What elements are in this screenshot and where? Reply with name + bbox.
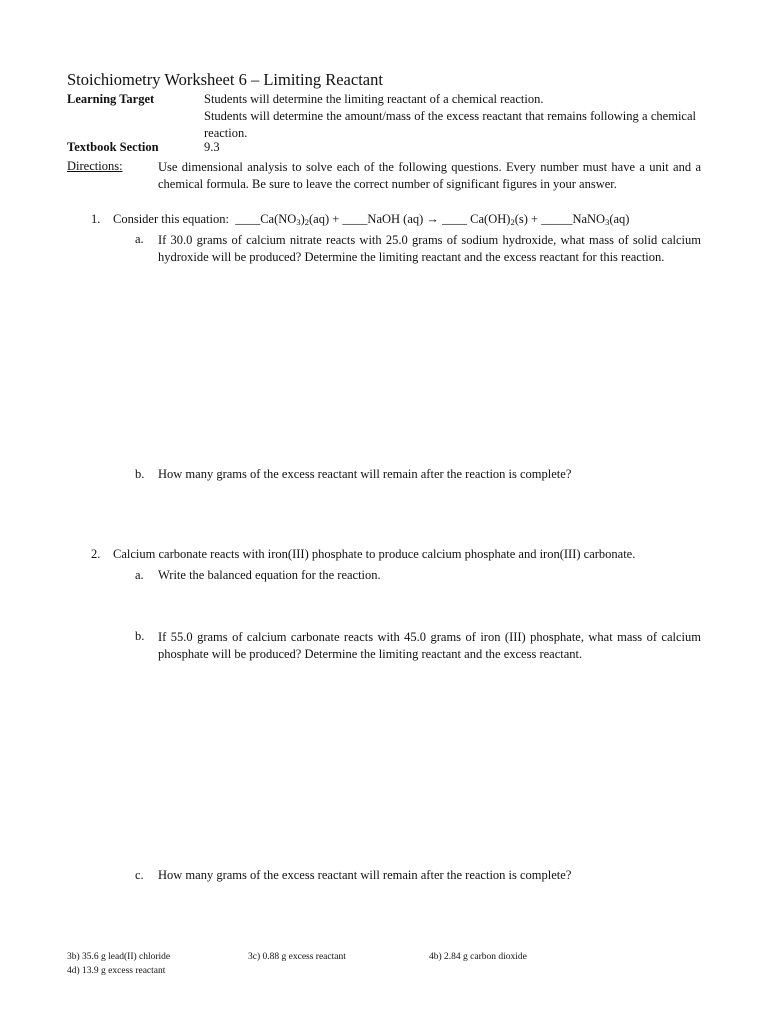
question-1-equation-line <box>113 212 629 227</box>
subscript: 2 <box>304 217 309 227</box>
equation-part: (s) + _____NaNO <box>514 212 606 226</box>
page-title: Stoichiometry Worksheet 6 – Limiting Reactant <box>67 70 383 89</box>
equation-part: ) <box>300 212 305 226</box>
question-1-number: 1. <box>91 212 101 226</box>
question-2c-letter: c. <box>135 868 144 882</box>
textbook-section-label: Textbook Section <box>67 140 159 154</box>
question-1a-text: If 30.0 grams of calcium nitrate reacts with 25.0 grams of sodium hydroxide, what mass of solid calcium hydroxide will be produced? Determine the limiting reactant and the excess reactant for this reaction. <box>158 233 701 264</box>
equation-part: (aq) + ____NaOH (aq) → ____ Ca(OH) <box>309 212 511 226</box>
question-1a-letter: a. <box>135 232 144 246</box>
equation-part: (aq) <box>609 212 630 226</box>
question-1b-text: How many grams of the excess reactant will remain after the reaction is complete? <box>158 467 572 481</box>
question-1b-letter: b. <box>135 467 145 481</box>
learning-target-line1: Students will determine the limiting reactant of a chemical reaction. <box>204 92 544 106</box>
question-2b-letter: b. <box>135 629 145 643</box>
question-2-text: Calcium carbonate reacts with iron(III) phosphate to produce calcium phosphate and iron(III) carbonate. <box>113 547 636 561</box>
learning-target-label: Learning Target <box>67 92 155 106</box>
directions-label: Directions: <box>67 159 123 173</box>
question-2-number: 2. <box>91 547 101 561</box>
equation-part: ____Ca(NO <box>235 212 297 226</box>
learning-target-line2: Students will determine the amount/mass of the excess reactant that remains following a chemical reaction. <box>204 109 696 140</box>
directions-text: Use dimensional analysis to solve each of the following questions. Every number must have a unit and a chemical formula. Be sure to leave the correct number of significant figures in your answer. <box>158 160 701 191</box>
answer-3b: 3b) 35.6 g lead(II) chloride <box>67 952 171 962</box>
question-1-intro: Consider this equation: <box>113 212 229 226</box>
answer-4d: 4d) 13.9 g excess reactant <box>67 966 166 976</box>
question-2b-text: If 55.0 grams of calcium carbonate reacts with 45.0 grams of iron (III) phosphate, what mass of calcium phosphate will be produced? Determine the limiting reactant and the excess reactant. <box>158 630 701 661</box>
question-2a-letter: a. <box>135 568 144 582</box>
answer-3c: 3c) 0.88 g excess reactant <box>248 952 346 962</box>
question-2a-text: Write the balanced equation for the reaction. <box>158 568 381 582</box>
subscript: 2 <box>510 217 515 227</box>
subscript: 3 <box>605 217 610 227</box>
subscript: 3 <box>296 217 301 227</box>
question-2c-text: How many grams of the excess reactant will remain after the reaction is complete? <box>158 868 572 882</box>
answer-4b: 4b) 2.84 g carbon dioxide <box>429 952 527 962</box>
textbook-section-value: 9.3 <box>204 140 220 154</box>
